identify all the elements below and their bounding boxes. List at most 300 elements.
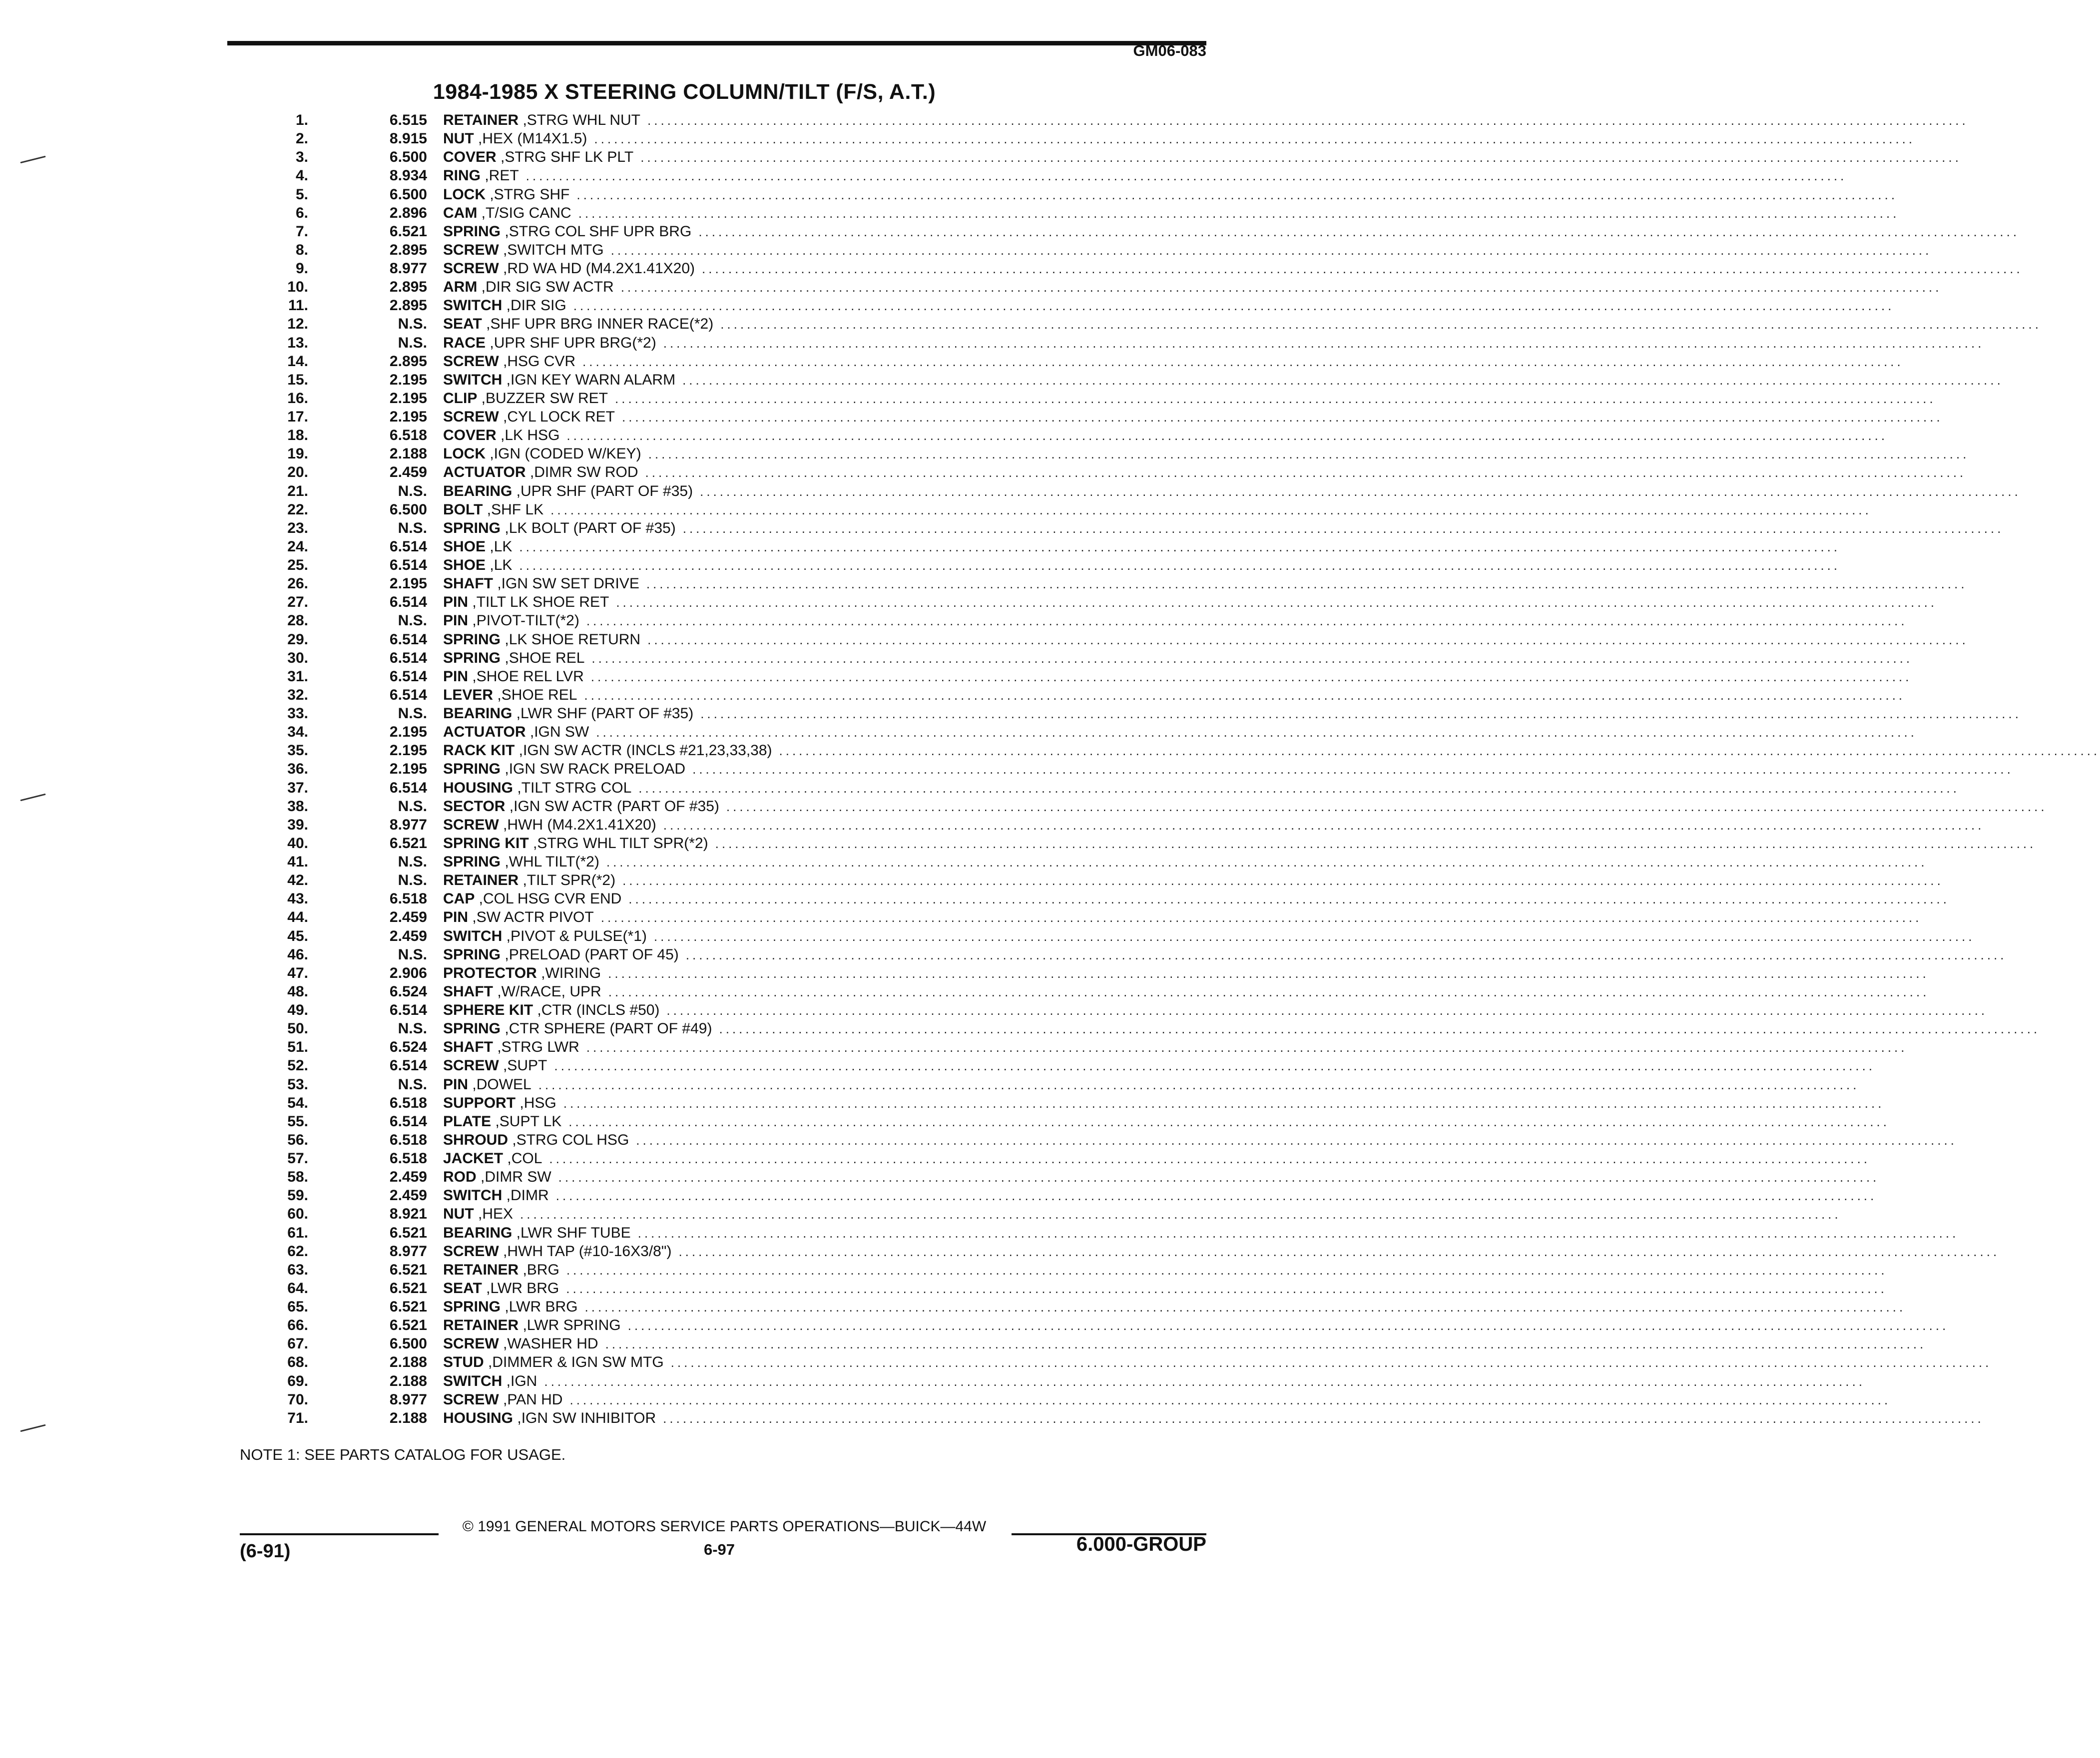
part-row [270, 167, 1847, 186]
part-description: LK HSG [505, 427, 560, 444]
group-code: 8.977 [389, 816, 427, 833]
part-name: BEARING [443, 705, 513, 722]
separator: , [501, 854, 509, 870]
part-row [270, 983, 1930, 1002]
part-name: ROD [443, 1169, 477, 1186]
dot-leader: ........................................................................................................................................................................................................ [622, 873, 1944, 888]
part-description: T/SIG CANC [486, 204, 571, 221]
separator: , [499, 260, 508, 277]
group-code: 2.459 [389, 1169, 427, 1186]
separator: , [477, 279, 486, 296]
group-code: 2.195 [389, 742, 427, 759]
part-number: 15. [287, 371, 308, 388]
part-row [270, 1354, 1992, 1372]
part-row [270, 946, 2007, 965]
part-name: SCREW [443, 1391, 499, 1408]
group-code: 2.895 [389, 353, 427, 370]
part-row [270, 390, 1936, 409]
part-number: 70. [287, 1391, 308, 1408]
part-number: 37. [287, 779, 308, 796]
part-description: UPR SHF UPR BRG(*2) [494, 334, 656, 351]
separator: , [499, 1243, 508, 1260]
dot-leader: ........................................................................................................................................................................................................ [720, 317, 2042, 332]
part-description: WIRING [545, 964, 601, 981]
dot-leader: ........................................................................................................................................................................................................ [573, 298, 1895, 314]
part-row [270, 334, 1985, 353]
group-code: 2.895 [389, 241, 427, 258]
group-code: 6.514 [389, 1113, 427, 1130]
part-description: LWR SPRING [526, 1317, 621, 1334]
part-row [270, 130, 1916, 149]
dot-leader: ........................................................................................................................................................................................................ [627, 1318, 1949, 1333]
page-title: 1984-1985 X STEERING COLUMN/TILT (F/S, A.T.) [433, 80, 936, 104]
part-number: 19. [287, 445, 308, 462]
group-code: 2.188 [389, 1372, 427, 1389]
part-number: 10. [287, 279, 308, 296]
group-code: 6.524 [389, 1039, 427, 1056]
group-code: 6.500 [389, 186, 427, 203]
group-code: 6.518 [389, 1131, 427, 1148]
part-number: 18. [287, 427, 308, 444]
part-name: SPRING [443, 946, 501, 963]
part-name: SPRING [443, 649, 501, 666]
group-code: 6.514 [389, 1002, 427, 1018]
part-number: 69. [287, 1372, 308, 1389]
group-code: 2.188 [389, 445, 427, 462]
dot-leader: ........................................................................................................................................................................................................ [628, 891, 1950, 907]
separator: , [502, 371, 511, 388]
dot-leader: ........................................................................................................................................................................................................ [550, 502, 1872, 517]
group-code: 6.500 [389, 501, 427, 518]
part-row [270, 1150, 1871, 1169]
part-name: PIN [443, 612, 469, 629]
part-number: 9. [295, 260, 308, 277]
group-code: 6.514 [389, 668, 427, 685]
part-row [270, 371, 2004, 390]
dot-leader: ........................................................................................................................................................................................................ [569, 1392, 1891, 1407]
separator: , [519, 872, 527, 889]
part-number: 21. [287, 482, 308, 499]
part-number: 25. [287, 557, 308, 573]
separator: , [499, 353, 508, 370]
part-name: SPRING KIT [443, 835, 529, 852]
group-code: 8.915 [389, 130, 427, 147]
dot-leader: ........................................................................................................................................................................................................ [554, 1058, 1876, 1074]
group-code: 8.977 [389, 260, 427, 277]
part-description: SUPT [507, 1057, 547, 1074]
part-row [270, 519, 2004, 538]
part-row [270, 742, 2100, 761]
dot-leader: ........................................................................................................................................................................................................ [645, 465, 1967, 480]
group-code: 2.906 [389, 964, 427, 981]
part-description: SHOE REL [509, 649, 585, 666]
part-name: SWITCH [443, 1187, 503, 1204]
separator: , [468, 612, 477, 629]
part-description: COL [511, 1150, 542, 1167]
group-code: 6.514 [389, 538, 427, 555]
group-code: 2.895 [389, 297, 427, 314]
group-code: 6.514 [389, 594, 427, 611]
part-row [270, 872, 1944, 890]
group-code: N.S. [398, 946, 427, 963]
separator: , [501, 649, 509, 666]
dot-leader: ........................................................................................................................................................................................................ [586, 1040, 1908, 1055]
dot-leader: ........................................................................................................................................................................................................ [620, 280, 1942, 295]
separator: , [476, 1169, 485, 1186]
part-number: 4. [295, 167, 308, 184]
group-code: N.S. [398, 612, 427, 629]
part-name: SCREW [443, 1057, 499, 1074]
part-number: 71. [287, 1409, 308, 1426]
separator: , [486, 557, 494, 573]
dot-leader: ........................................................................................................................................................................................................ [582, 354, 1904, 369]
part-description: RET [489, 167, 519, 184]
part-name: ACTUATOR [443, 464, 526, 481]
separator: , [499, 1335, 508, 1352]
group-code: 2.459 [389, 1187, 427, 1204]
group-code: 6.524 [389, 983, 427, 1000]
part-row [270, 909, 1922, 927]
part-name: CLIP [443, 390, 478, 407]
dot-leader: ........................................................................................................................................................................................................ [584, 687, 1906, 703]
part-number: 46. [287, 946, 308, 963]
separator: , [499, 1391, 508, 1408]
dot-leader: ........................................................................................................................................................................................................ [621, 410, 1943, 425]
part-number: 56. [287, 1131, 308, 1148]
separator: , [508, 1131, 517, 1148]
part-name: PIN [443, 668, 469, 685]
dot-leader: ........................................................................................................................................................................................................ [606, 855, 1928, 870]
group-code: N.S. [398, 316, 427, 333]
part-description: IGN SW ACTR (PART OF #35) [514, 798, 719, 815]
separator: , [468, 1076, 477, 1093]
group-code: 6.518 [389, 1150, 427, 1167]
part-description: WASHER HD [507, 1335, 598, 1352]
part-number: 17. [287, 409, 308, 425]
part-name: ACTUATOR [443, 724, 526, 741]
part-name: RACE [443, 334, 486, 351]
part-row [270, 1002, 1988, 1020]
separator: , [482, 316, 491, 333]
dot-leader: ........................................................................................................................................................................................................ [646, 576, 1968, 592]
dot-leader: ........................................................................................................................................................................................................ [605, 1336, 1927, 1352]
group-code: 6.514 [389, 557, 427, 573]
part-description: SW ACTR PIVOT [476, 909, 594, 926]
separator: , [501, 1299, 509, 1315]
usage-note: NOTE 1: SEE PARTS CATALOG FOR USAGE. [240, 1446, 566, 1463]
group-code: 8.934 [389, 167, 427, 184]
page-number: 6-97 [703, 1541, 735, 1558]
part-description: COL HSG CVR END [483, 890, 622, 907]
part-row [270, 890, 1950, 909]
part-description: LK [494, 538, 513, 555]
part-number: 45. [287, 927, 308, 944]
dot-leader: ........................................................................................................................................................................................................ [590, 669, 1912, 684]
dot-leader: ........................................................................................................................................................................................................ [584, 1300, 1906, 1315]
dot-leader: ........................................................................................................................................................................................................ [638, 780, 1960, 796]
part-number: 32. [287, 686, 308, 703]
part-name: SWITCH [443, 297, 503, 314]
part-row [270, 260, 2023, 279]
part-number: 41. [287, 854, 308, 870]
separator: , [493, 983, 502, 1000]
part-number: 64. [287, 1280, 308, 1297]
part-description: SHOE REL [501, 686, 577, 703]
part-row [270, 464, 1967, 482]
part-number: 61. [287, 1224, 308, 1241]
dot-leader: ........................................................................................................................................................................................................ [670, 1355, 1992, 1370]
dot-leader: ........................................................................................................................................................................................................ [653, 928, 1975, 944]
part-description: SWITCH MTG [507, 241, 604, 258]
part-number: 48. [287, 983, 308, 1000]
part-row [270, 1335, 1927, 1354]
separator: , [502, 1372, 511, 1389]
dot-leader: ........................................................................................................................................................................................................ [608, 984, 1930, 999]
group-code: N.S. [398, 519, 427, 536]
separator: , [486, 445, 494, 462]
separator: , [491, 1113, 500, 1130]
part-name: SCREW [443, 409, 499, 425]
group-code: 6.518 [389, 1094, 427, 1111]
part-description: PIVOT-TILT(*2) [476, 612, 579, 629]
group-code: 2.188 [389, 1354, 427, 1371]
separator: , [502, 927, 511, 944]
part-name: SCREW [443, 353, 499, 370]
separator: , [486, 538, 494, 555]
separator: , [512, 705, 521, 722]
part-row [270, 223, 2020, 242]
dot-leader: ........................................................................................................................................................................................................ [637, 1225, 1959, 1241]
part-name: RETAINER [443, 112, 519, 128]
part-name: SEAT [443, 1280, 482, 1297]
group-code: N.S. [398, 1020, 427, 1037]
part-name: CAM [443, 204, 478, 221]
part-number: 16. [287, 390, 308, 407]
part-name: BEARING [443, 482, 513, 499]
part-number: 57. [287, 1150, 308, 1167]
dot-leader: ........................................................................................................................................................................................................ [663, 1410, 1984, 1426]
group-code: 6.521 [389, 1280, 427, 1297]
dot-leader: ........................................................................................................................................................................................................ [610, 242, 1932, 258]
part-description: TILT SPR(*2) [526, 872, 616, 889]
part-name: PIN [443, 1076, 469, 1093]
part-name: SPRING [443, 519, 501, 536]
part-number: 27. [287, 594, 308, 611]
separator: , [474, 1206, 483, 1223]
dot-leader: ........................................................................................................................................................................................................ [636, 1132, 1958, 1148]
separator: , [486, 186, 494, 203]
part-description: CTR SPHERE (PART OF #49) [509, 1020, 712, 1037]
dot-leader: ........................................................................................................................................................................................................ [576, 187, 1898, 202]
group-code: 2.195 [389, 724, 427, 741]
part-description: DIMR SW ROD [534, 464, 638, 481]
part-number: 52. [287, 1057, 308, 1074]
part-name: SHOE [443, 538, 486, 555]
part-description: LK BOLT (PART OF #35) [509, 519, 676, 536]
part-description: BRG [526, 1261, 559, 1278]
separator: , [519, 1261, 527, 1278]
part-description: DIR SIG SW ACTR [486, 279, 614, 296]
group-code: 2.195 [389, 390, 427, 407]
part-row [270, 1169, 1880, 1187]
part-number: 33. [287, 705, 308, 722]
dot-leader: ........................................................................................................................................................................................................ [685, 947, 2007, 962]
group-code: N.S. [398, 798, 427, 815]
dot-leader: ........................................................................................................................................................................................................ [615, 391, 1936, 406]
group-code: 2.459 [389, 464, 427, 481]
part-number: 54. [287, 1094, 308, 1111]
part-name: SCREW [443, 241, 499, 258]
separator: , [515, 742, 523, 759]
part-number: 60. [287, 1206, 308, 1223]
part-description: SUPT LK [499, 1113, 562, 1130]
part-number: 42. [287, 872, 308, 889]
part-row [270, 649, 1913, 668]
part-name: PIN [443, 909, 469, 926]
part-number: 34. [287, 724, 308, 741]
part-name: SCREW [443, 816, 499, 833]
part-description: STRG LWR [501, 1039, 579, 1056]
part-description: IGN KEY WARN ALARM [511, 371, 676, 388]
part-name: SEAT [443, 316, 482, 333]
part-row [270, 761, 2014, 779]
group-code: 2.459 [389, 909, 427, 926]
part-name: SPRING [443, 761, 501, 778]
part-name: PROTECTOR [443, 964, 537, 981]
part-number: 30. [287, 649, 308, 666]
group-code: 6.521 [389, 1261, 427, 1278]
group-code: 6.500 [389, 149, 427, 166]
dot-leader: ........................................................................................................................................................................................................ [698, 224, 2020, 239]
group-code: 6.521 [389, 1317, 427, 1334]
part-name: SHAFT [443, 983, 493, 1000]
part-name: STUD [443, 1354, 484, 1371]
dot-leader: ........................................................................................................................................................................................................ [647, 632, 1969, 647]
part-description: STRG SHF LK PLT [505, 149, 634, 166]
part-number: 66. [287, 1317, 308, 1334]
separator: , [483, 501, 492, 518]
part-name: BEARING [443, 1224, 513, 1241]
part-name: LOCK [443, 186, 486, 203]
part-number: 43. [287, 890, 308, 907]
group-code: N.S. [398, 1076, 427, 1093]
part-description: CTR (INCLS #50) [541, 1002, 660, 1018]
part-description: IGN SW INHIBITOR [521, 1409, 656, 1426]
group-code: N.S. [398, 482, 427, 499]
separator: , [499, 409, 508, 425]
dot-leader: ........................................................................................................................................................................................................ [566, 428, 1888, 443]
part-description: TILT STRG COL [521, 779, 632, 796]
group-code: N.S. [398, 854, 427, 870]
part-row [270, 1113, 1890, 1132]
part-description: PAN HD [507, 1391, 563, 1408]
part-description: LWR SHF TUBE [521, 1224, 631, 1241]
part-row [270, 1057, 1876, 1076]
part-name: SWITCH [443, 371, 503, 388]
part-description: IGN SW ACTR (INCLS #21,23,33,38) [523, 742, 772, 759]
scan-mark [20, 1424, 45, 1432]
dot-leader: ........................................................................................................................................................................................................ [678, 1244, 2000, 1259]
separator: , [501, 1020, 509, 1037]
part-number: 47. [287, 964, 308, 981]
separator: , [475, 890, 484, 907]
group-code: 8.977 [389, 1391, 427, 1408]
part-number: 63. [287, 1261, 308, 1278]
part-description: STRG SHF [494, 186, 570, 203]
part-description: STRG COL SHF UPR BRG [509, 223, 692, 240]
part-description: RD WA HD (M4.2X1.41X20) [507, 260, 695, 277]
separator: , [496, 427, 505, 444]
part-description: SHOE REL LVR [476, 668, 584, 685]
group-code: 6.514 [389, 779, 427, 796]
separator: , [503, 1150, 512, 1167]
separator: , [493, 686, 502, 703]
part-row [270, 612, 1908, 631]
separator: , [499, 816, 508, 833]
part-number: 36. [287, 761, 308, 778]
dot-leader: ........................................................................................................................................................................................................ [538, 1077, 1860, 1092]
part-description: LWR BRG [490, 1280, 559, 1297]
part-name: LOCK [443, 445, 486, 462]
part-row [270, 686, 1906, 705]
separator: , [533, 1002, 541, 1018]
dot-leader: ........................................................................................................................................................................................................ [519, 539, 1841, 554]
group-code: 6.521 [389, 1299, 427, 1315]
part-row [270, 575, 1968, 594]
part-name: HOUSING [443, 779, 514, 796]
part-number: 26. [287, 575, 308, 592]
separator: , [477, 390, 486, 407]
separator: , [468, 668, 477, 685]
part-number: 53. [287, 1076, 308, 1093]
separator: , [501, 631, 509, 648]
part-number: 24. [287, 538, 308, 555]
dot-leader: ........................................................................................................................................................................................................ [596, 725, 1917, 740]
part-name: PLATE [443, 1113, 492, 1130]
part-description: LK [494, 557, 513, 573]
part-number: 29. [287, 631, 308, 648]
part-name: SUPPORT [443, 1094, 516, 1111]
part-row [270, 1261, 1888, 1280]
part-name: SECTOR [443, 798, 506, 815]
part-row [270, 1206, 1841, 1224]
scan-mark [20, 156, 45, 163]
part-name: RETAINER [443, 1317, 519, 1334]
part-row [270, 538, 1841, 557]
part-description: STRG WHL TILT SPR(*2) [537, 835, 708, 852]
dot-leader: ........................................................................................................................................................................................................ [663, 335, 1985, 351]
dot-leader: ........................................................................................................................................................................................................ [525, 168, 1847, 184]
dot-leader: ........................................................................................................................................................................................................ [520, 1207, 1841, 1222]
dot-leader: ........................................................................................................................................................................................................ [715, 836, 2037, 851]
part-number: 62. [287, 1243, 308, 1260]
part-number: 13. [287, 334, 308, 351]
dot-leader: ........................................................................................................................................................................................................ [555, 1188, 1877, 1204]
dot-leader: ........................................................................................................................................................................................................ [616, 595, 1938, 610]
part-row [270, 631, 1969, 650]
part-description: CYL LOCK RET [507, 409, 615, 425]
part-number: 2. [295, 130, 308, 147]
part-number: 68. [287, 1354, 308, 1371]
separator: , [525, 724, 534, 741]
part-description: BUZZER SW RET [486, 390, 608, 407]
separator: , [513, 779, 522, 796]
part-name: SWITCH [443, 927, 503, 944]
part-number: 14. [287, 353, 308, 370]
part-description: HWH (M4.2X1.41X20) [507, 816, 656, 833]
separator: , [512, 1224, 521, 1241]
dot-leader: ........................................................................................................................................................................................................ [594, 131, 1916, 147]
